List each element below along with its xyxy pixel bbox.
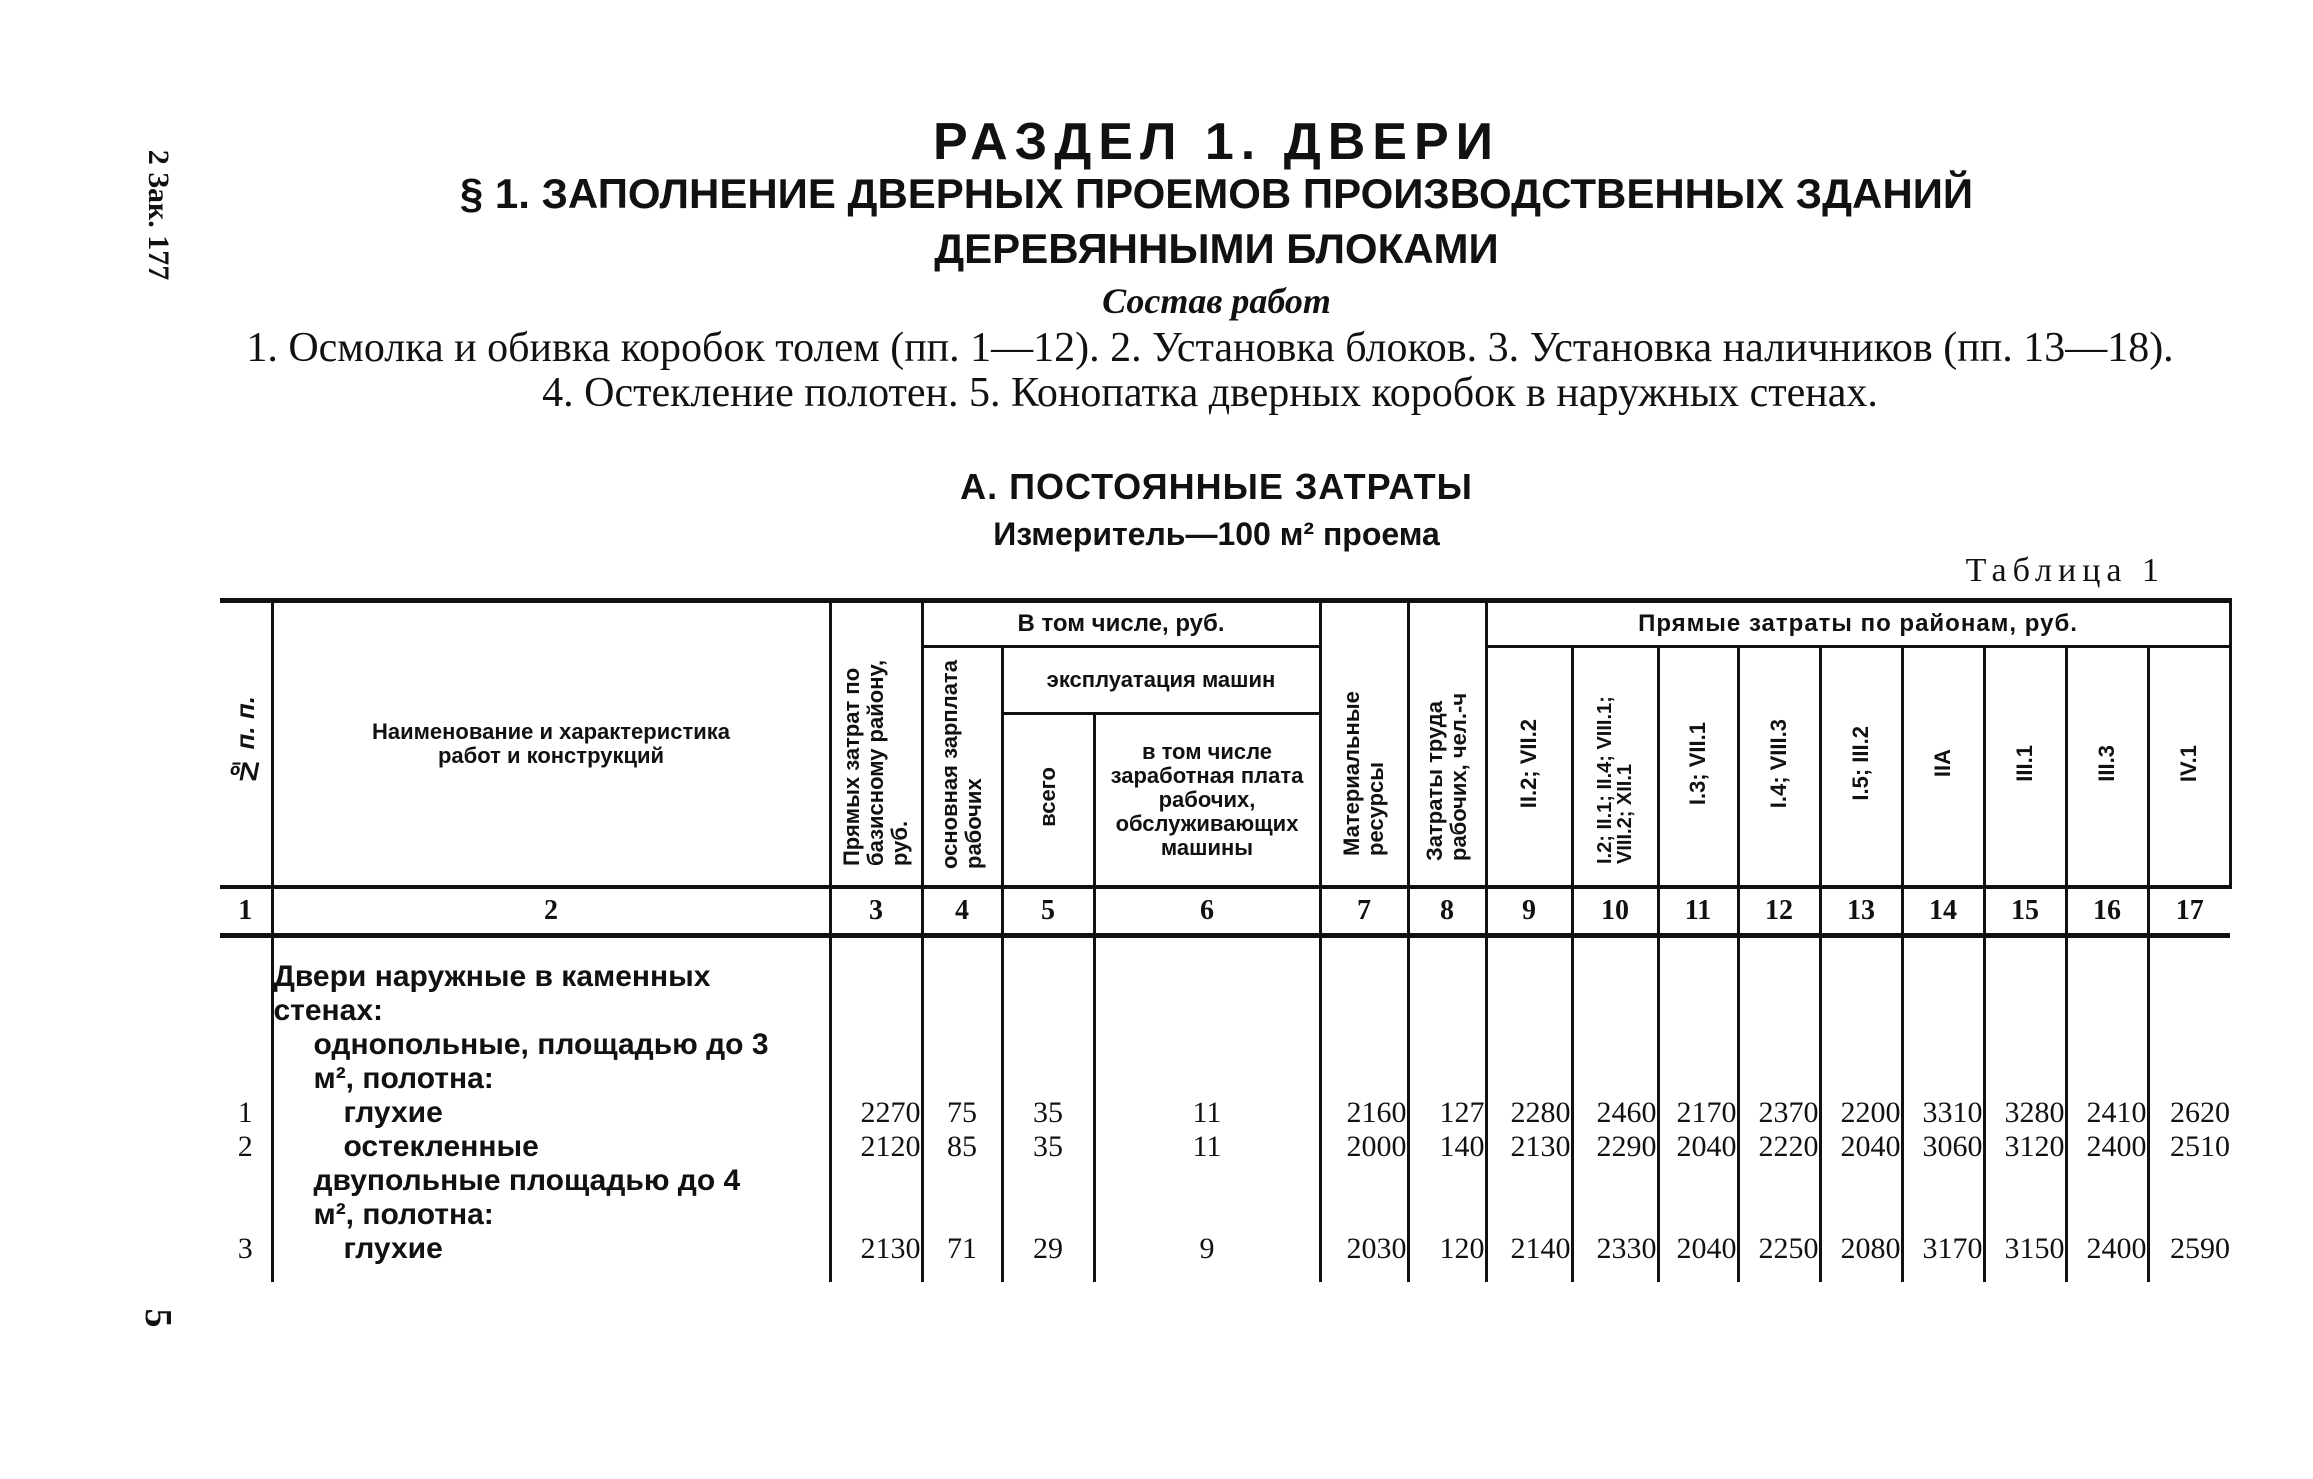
cell: 2590: [2148, 1232, 2230, 1282]
cell: 35: [1002, 1130, 1094, 1164]
header-incl: В том числе, руб.: [922, 601, 1320, 647]
cell: 2620: [2148, 1096, 2230, 1130]
col-num: 5: [1002, 887, 1094, 936]
cell: 2400: [2066, 1232, 2148, 1282]
cell: 2200: [1820, 1096, 1902, 1130]
header-region-8: III.3: [2066, 647, 2148, 888]
header-region-7: III.1: [1984, 647, 2066, 888]
col-num: 15: [1984, 887, 2066, 936]
table-row: [220, 1096, 2230, 1130]
col-num: 8: [1408, 887, 1486, 936]
cost-table: [220, 598, 2232, 1282]
group-sub1: однопольные, площадью до 3 м², полотна:: [313, 1028, 769, 1095]
cell: 2140: [1486, 1232, 1572, 1282]
col-num: 16: [2066, 887, 2148, 936]
header-region-4: I.4; VIII.3: [1738, 647, 1820, 888]
cell: 2400: [2066, 1130, 2148, 1164]
table-row: [220, 1130, 2230, 1164]
composition-title: Состав работ: [1102, 281, 1331, 321]
header-labor: Затраты труда рабочих, чел.-ч: [1408, 601, 1486, 888]
header-machines: эксплуатация машин: [1002, 647, 1320, 714]
cell: 2040: [1658, 1232, 1738, 1282]
cell: 120: [1408, 1232, 1486, 1282]
col-num: 14: [1902, 887, 1984, 936]
cell: 85: [922, 1130, 1002, 1164]
row-name: глухие: [343, 1232, 443, 1265]
cell: 35: [1002, 1096, 1094, 1130]
column-numbers-row: [220, 887, 2230, 936]
header-materials: Материальные ресурсы: [1320, 601, 1408, 888]
cell: 11: [1094, 1096, 1320, 1130]
cell: 3310: [1902, 1096, 1984, 1130]
cell: 2120: [830, 1130, 922, 1164]
page-number: 5: [137, 1308, 179, 1328]
cell: 2030: [1320, 1232, 1408, 1282]
row-number: 3: [237, 1232, 253, 1265]
paragraph-title-line1: § 1. ЗАПОЛНЕНИЕ ДВЕРНЫХ ПРОЕМОВ ПРОИЗВОДСТВЕННЫХ ЗДАНИЙ: [459, 170, 1974, 217]
group-title: Двери наружные в каменных стенах:: [273, 960, 711, 1027]
cell: 71: [922, 1232, 1002, 1282]
header-region-2: I.2; II.1; II.4; VIII.1; VIII.2; XII.1: [1572, 647, 1658, 888]
cell: 2510: [2148, 1130, 2230, 1164]
header-total: всего: [1002, 714, 1094, 887]
cell: 3150: [1984, 1232, 2066, 1282]
header-region-9: IV.1: [2148, 647, 2230, 888]
col-num: 2: [272, 887, 830, 936]
group-heading-row: [220, 936, 2230, 1097]
cell: 3060: [1902, 1130, 1984, 1164]
header-region-6: IIA: [1902, 647, 1984, 888]
col-num: 12: [1738, 887, 1820, 936]
cell: 140: [1408, 1130, 1486, 1164]
row-name: глухие: [343, 1096, 443, 1129]
works-description: 1. Осмолка и обивка коробок толем (пп. 1—12). 2. Установка блоков. 3. Установка наличников (пп. 13—18). 4. Остекление полотен. 5. Конопатка дверных коробок в наружных стенах.: [246, 325, 2174, 416]
cell: 2410: [2066, 1096, 2148, 1130]
cell: 2170: [1658, 1096, 1738, 1130]
header-name: Наименование и характеристика работ и конструкций: [272, 601, 830, 888]
cell: 11: [1094, 1130, 1320, 1164]
col-num: 4: [922, 887, 1002, 936]
header-region-5: I.5; III.2: [1820, 647, 1902, 888]
cell: 2000: [1320, 1130, 1408, 1164]
col-num: 11: [1658, 887, 1738, 936]
header-regions: Прямые затраты по районам, руб.: [1486, 601, 2230, 647]
header-num: № п. п.: [220, 601, 272, 888]
section-title: РАЗДЕЛ 1. ДВЕРИ: [932, 113, 1501, 171]
col-num: 6: [1094, 887, 1320, 936]
col-num: 10: [1572, 887, 1658, 936]
cell: 3280: [1984, 1096, 2066, 1130]
cell: 2220: [1738, 1130, 1820, 1164]
cell: 3120: [1984, 1130, 2066, 1164]
table-label: Таблица 1: [1965, 552, 2165, 589]
cell: 2280: [1486, 1096, 1572, 1130]
col-num: 1: [220, 887, 272, 936]
row-number: 2: [237, 1130, 253, 1163]
header-region-1: II.2; VII.2: [1486, 647, 1572, 888]
header-direct-cost: Прямых затрат по базисному району, руб.: [830, 601, 922, 888]
cell: 2270: [830, 1096, 922, 1130]
cell: 2080: [1820, 1232, 1902, 1282]
table-row: [220, 1232, 2230, 1282]
cell: 2130: [830, 1232, 922, 1282]
cell: 2330: [1572, 1232, 1658, 1282]
cell: 2040: [1658, 1130, 1738, 1164]
cell: 2130: [1486, 1130, 1572, 1164]
cell: 2370: [1738, 1096, 1820, 1130]
order-note: 2 Зак. 177: [142, 149, 175, 281]
header-incl-wage: в том числе заработная плата рабочих, обслуживающих машины: [1094, 714, 1320, 887]
subtitle: А. ПОСТОЯННЫЕ ЗАТРАТЫ: [960, 466, 1473, 507]
cell: 29: [1002, 1232, 1094, 1282]
cell: 9: [1094, 1232, 1320, 1282]
cell: 2040: [1820, 1130, 1902, 1164]
col-num: 3: [830, 887, 922, 936]
row-name: остекленные: [343, 1130, 539, 1163]
col-num: 7: [1320, 887, 1408, 936]
cell: 3170: [1902, 1232, 1984, 1282]
unit-label: Измеритель—100 м² проема: [993, 516, 1440, 552]
group-sub2: двупольные площадью до 4 м², полотна:: [313, 1164, 741, 1231]
header-wage: основная зарплата рабочих: [922, 647, 1002, 888]
row-number: 1: [237, 1096, 253, 1129]
paragraph-title-line2: ДЕРЕВЯННЫМИ БЛОКАМИ: [934, 225, 1499, 272]
col-num: 13: [1820, 887, 1902, 936]
cell: 127: [1408, 1096, 1486, 1130]
group-subheading-row: [220, 1164, 2230, 1232]
col-num: 17: [2148, 887, 2230, 936]
cell: 2460: [1572, 1096, 1658, 1130]
cell: 2250: [1738, 1232, 1820, 1282]
cell: 75: [922, 1096, 1002, 1130]
col-num: 9: [1486, 887, 1572, 936]
cell: 2290: [1572, 1130, 1658, 1164]
cell: 2160: [1320, 1096, 1408, 1130]
header-region-3: I.3; VII.1: [1658, 647, 1738, 888]
